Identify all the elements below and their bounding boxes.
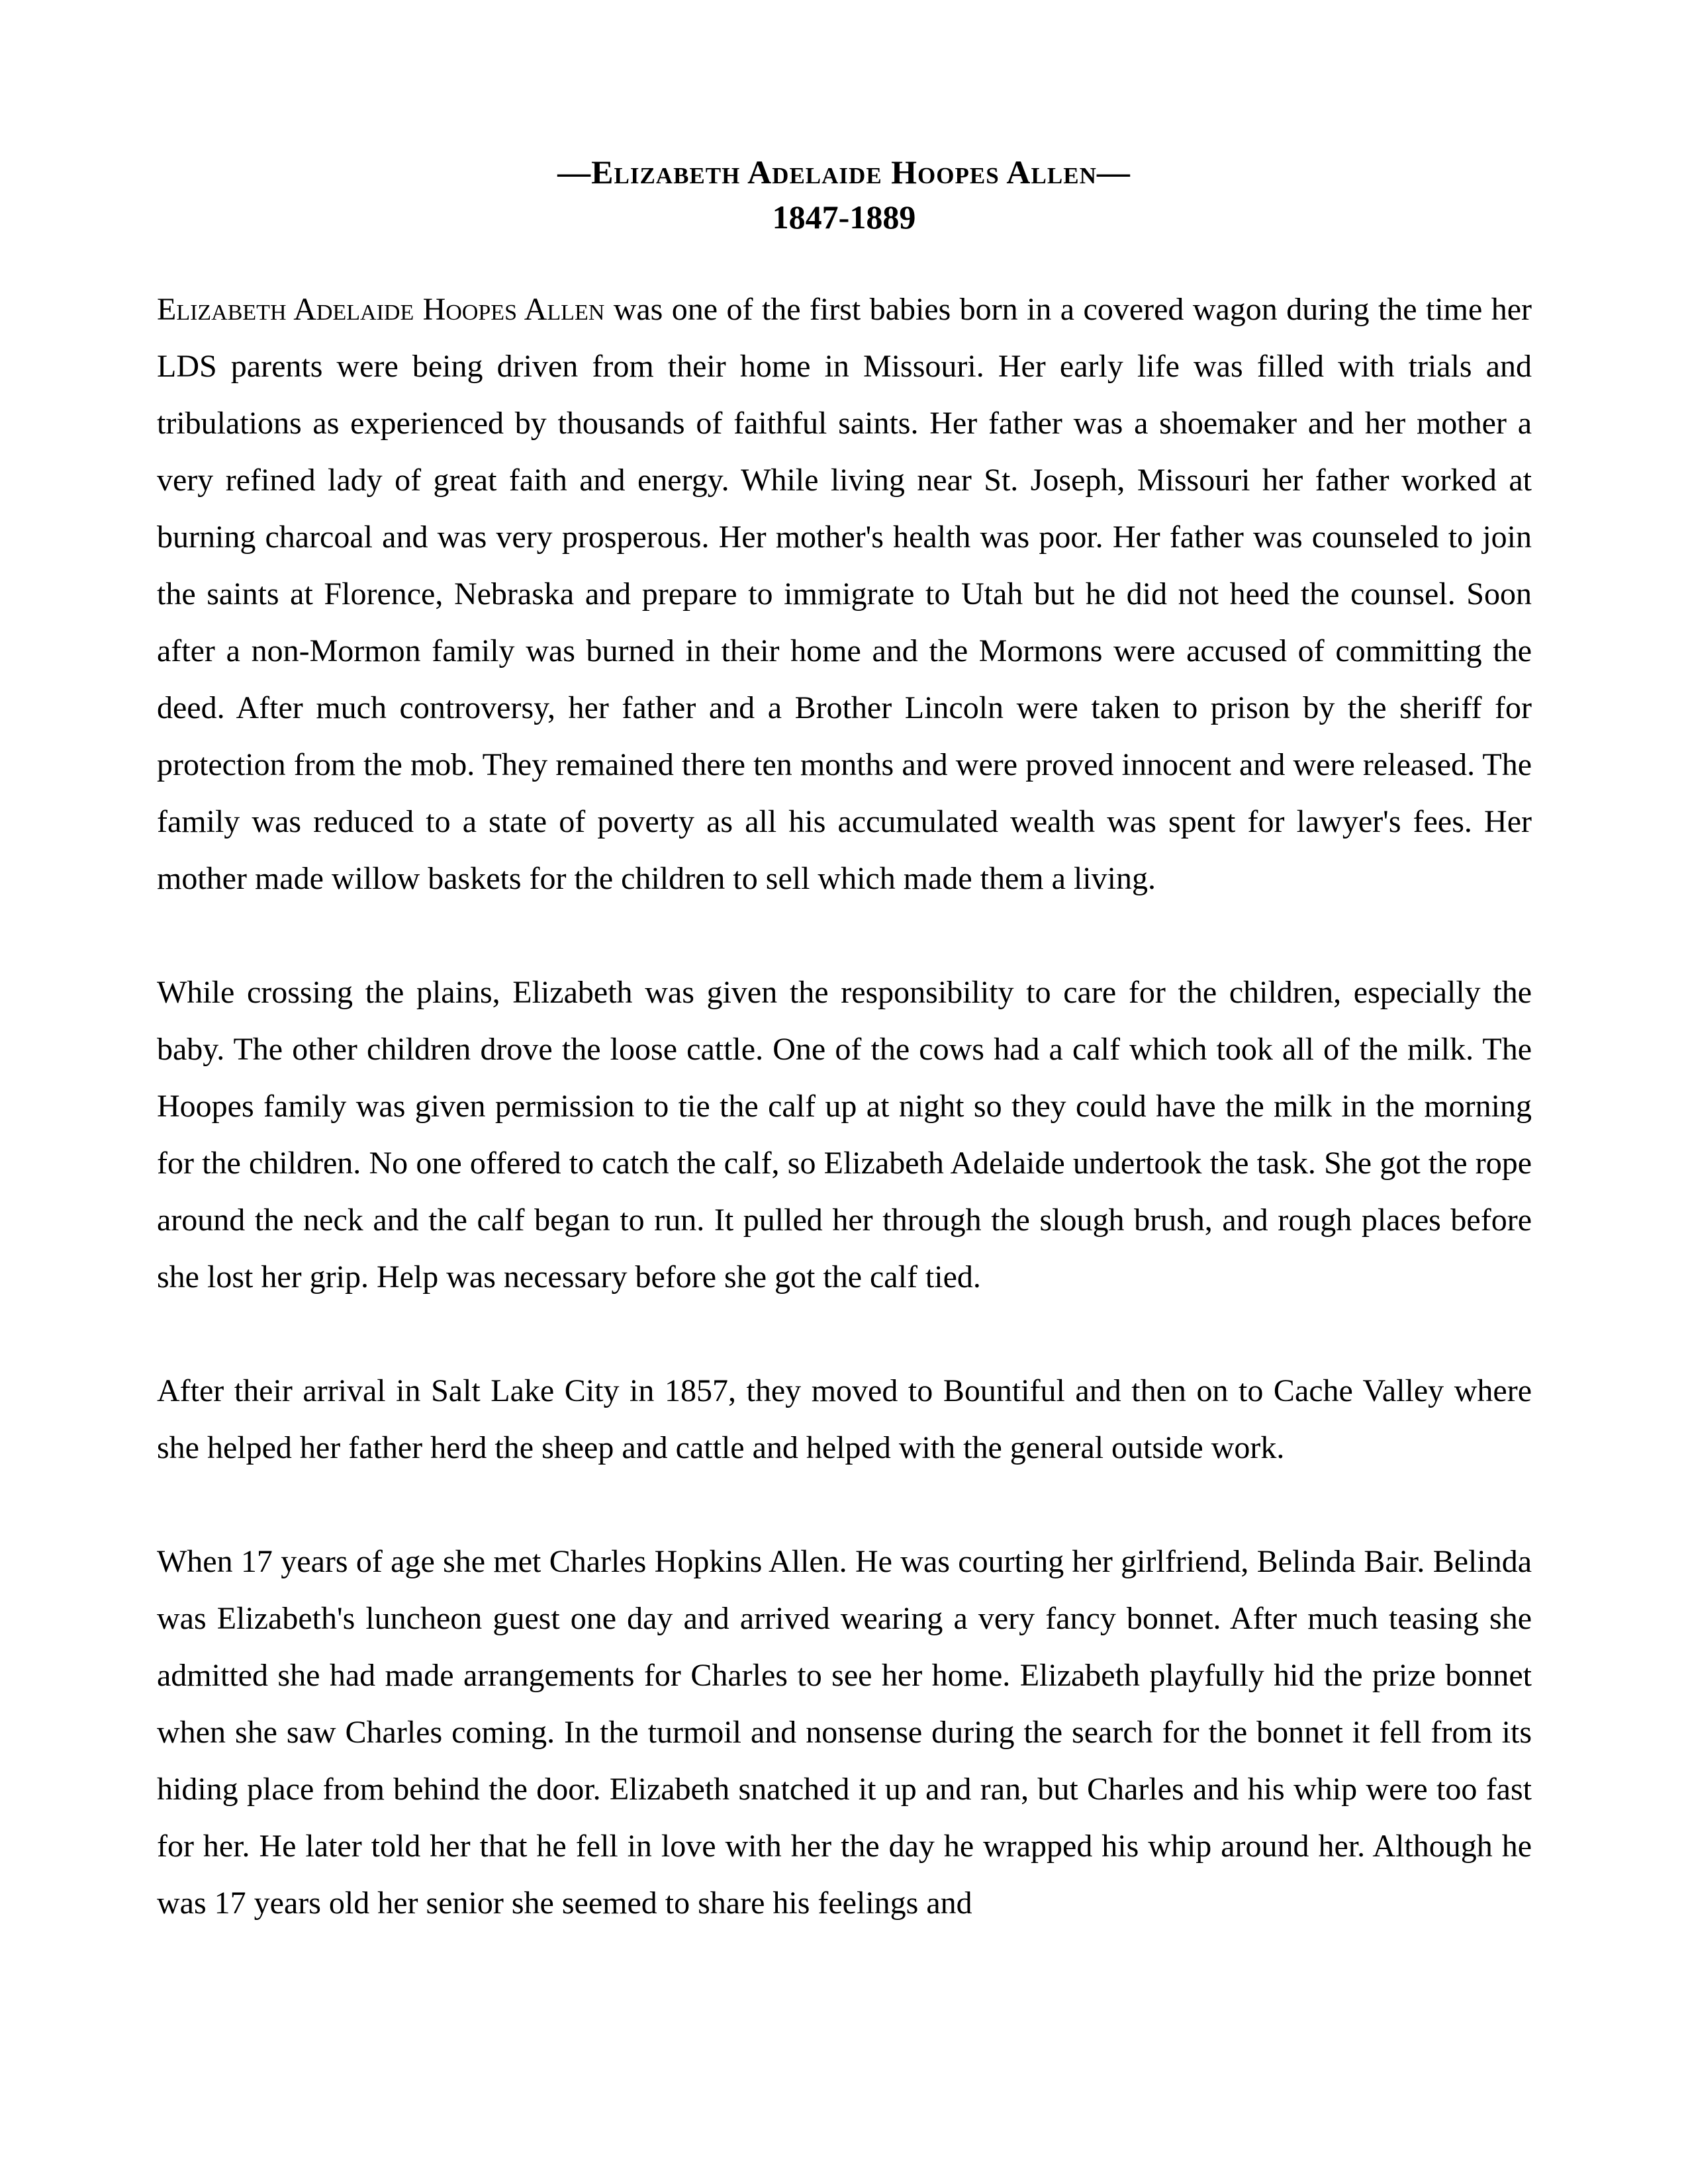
paragraph-4: When 17 years of age she met Charles Hopkins Allen. He was courting her girlfriend, Belinda Bair. Belinda was Elizabeth's luncheon guest one day and arrived wearing a very fancy bonnet. After much teasing she admitted she had made arrangements for Charles to see her home. Elizabeth playfully hid the prize bonnet when she saw Charles coming. In the turmoil and nonsense during the search for the bonnet it fell from its hiding place from behind the door. Elizabeth snatched it up and ran, but Charles and his whip were too fast for her. He later told her that he fell in love with her the day he wrapped his whip around her. Although he was 17 years old her senior she seemed to share his feelings and	[157, 1544, 1532, 1921]
title-dash-right: —	[1096, 154, 1131, 191]
document-title	[0, 152, 1688, 192]
title-name: Elizabeth Adelaide Hoopes Allen	[591, 154, 1097, 191]
document-years: 1847-1889	[772, 199, 916, 236]
title-block	[0, 152, 1688, 237]
paragraph-2: While crossing the plains, Elizabeth was given the responsibility to care for the children, especially the baby. The other children drove the loose cattle. One of the cows had a calf which took all of the milk. The Hoopes family was given permission to tie the calf up at night so they could have the milk in the morning for the children. No one offered to catch the calf, so Elizabeth Adelaide undertook the task. She got the rope around the neck and the calf began to run. It pulled her through the slough brush, and rough places before she lost her grip. Help was necessary before she got the calf tied.	[157, 975, 1532, 1295]
paragraph-1-text: was one of the first babies born in a covered wagon during the time her LDS parents were being driven from their home in Missouri. Her early life was filled with trials and tribulations as experienced by thousands of faithful saints. Her father was a shoemaker and her mother a very refined lady of great faith and energy. While living near St. Joseph, Missouri her father worked at burning charcoal and was very prosperous. Her mother's health was poor. Her father was counseled to join the saints at Florence, Nebraska and prepare to immigrate to Utah but he did not heed the counsel. Soon after a non-Mormon family was burned in their home and the Mormons were accused of committing the deed. After much controversy, her father and a Brother Lincoln were taken to prison by the sheriff for protection from the mob. They remained there ten months and were proved innocent and were released. The family was reduced to a state of poverty as all his accumulated wealth was spent for lawyer's fees. Her mother made willow baskets for the children to sell which made them a living.	[157, 292, 1532, 896]
paragraph-3: After their arrival in Salt Lake City in 1857, they moved to Bountiful and then on to Cache Valley where she helped her father herd the sheep and cattle and helped with the general outside work.	[157, 1373, 1532, 1465]
title-dash-left: —	[557, 154, 592, 191]
paragraph-1-lead-name: Elizabeth Adelaide Hoopes Allen	[157, 292, 605, 327]
paragraph-1	[157, 281, 1532, 907]
document-body	[157, 281, 1532, 1932]
